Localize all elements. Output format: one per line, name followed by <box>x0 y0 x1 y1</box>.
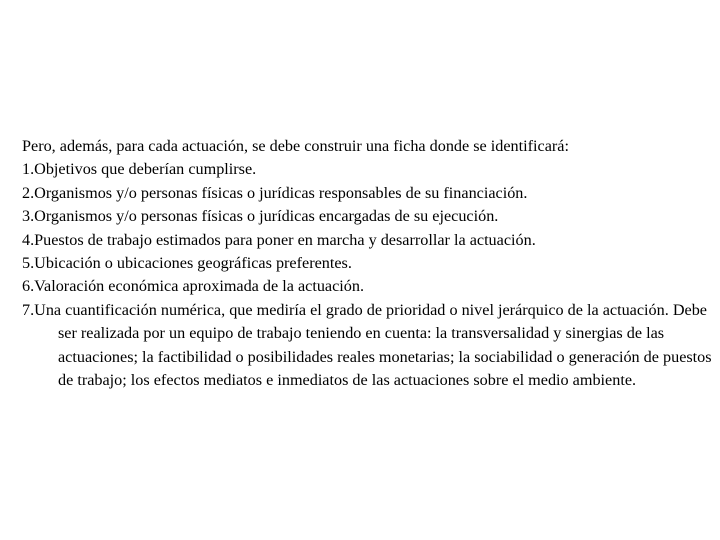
item-number: 6. <box>22 277 35 296</box>
text-body <box>22 135 712 392</box>
list-item <box>22 275 712 298</box>
item-text: Organismos y/o personas físicas o jurídicas encargadas de su ejecución. <box>34 207 499 226</box>
item-text: Organismos y/o personas físicas o jurídicas responsables de su financiación. <box>34 183 528 202</box>
item-number: 3. <box>22 207 35 226</box>
item-text: Una cuantificación numérica, que mediría el grado de prioridad o nivel jerárquico de la actuación. Debe ser realizada por un equipo de trabajo teniendo en cuenta: la transversalidad y sinergias de las actuaciones; la factibilidad o posibilidades reales monetarias; la sociabilidad o generación de puestos de trabajo; los efectos mediatos e inmediatos de las actuaciones sobre el medio ambiente. <box>34 300 712 390</box>
item-text: Ubicación o ubicaciones geográficas preferentes. <box>34 254 352 273</box>
intro-paragraph: Pero, además, para cada actuación, se debe construir una ficha donde se identificará: <box>22 137 569 155</box>
list-item <box>22 158 712 181</box>
item-text: Valoración económica aproximada de la actuación. <box>34 277 365 296</box>
item-number: 7. <box>22 300 35 319</box>
list-item <box>22 182 712 205</box>
item-number: 5. <box>22 254 35 273</box>
item-text: Objetivos que deberían cumplirse. <box>34 160 257 179</box>
item-number: 4. <box>22 230 35 249</box>
list-item <box>22 299 712 393</box>
criteria-list <box>22 158 712 392</box>
list-item <box>22 229 712 252</box>
item-text: Puestos de trabajo estimados para poner en marcha y desarrollar la actuación. <box>34 230 536 249</box>
item-number: 1. <box>22 160 35 179</box>
list-item <box>22 252 712 275</box>
item-number: 2. <box>22 183 35 202</box>
list-item <box>22 205 712 228</box>
